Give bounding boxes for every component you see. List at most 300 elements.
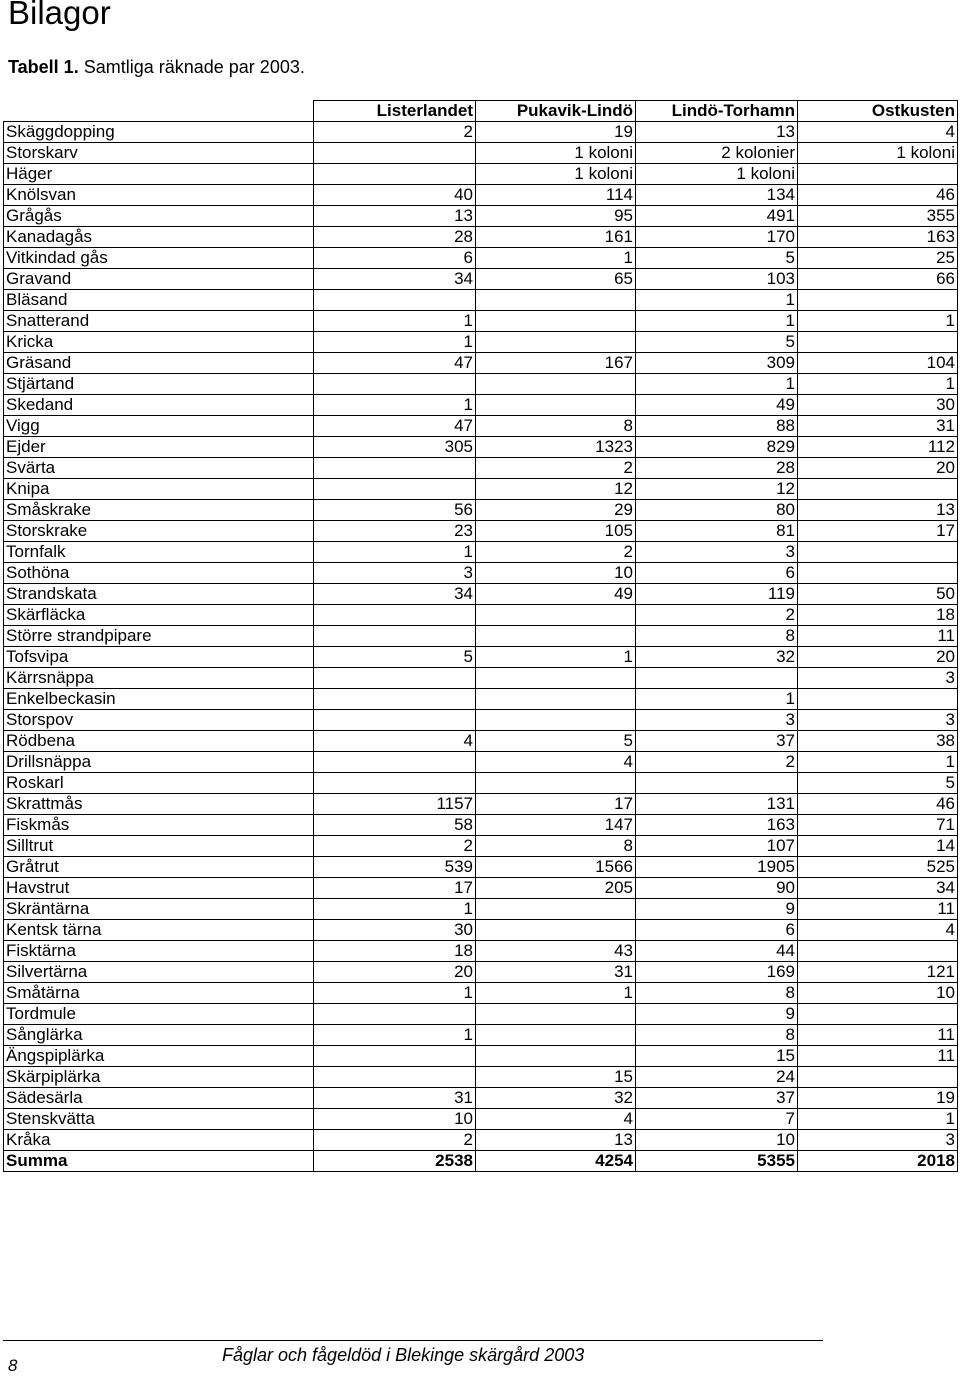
count-cell: 15 — [636, 1046, 798, 1067]
count-cell: 50 — [798, 584, 958, 605]
table-header-row — [4, 101, 958, 122]
count-cell: 107 — [636, 836, 798, 857]
table-row — [4, 710, 958, 731]
count-cell: 1 — [636, 311, 798, 332]
count-cell: 2 kolonier — [636, 143, 798, 164]
species-cell: Sothöna — [4, 563, 314, 584]
count-cell: 58 — [314, 815, 476, 836]
table-row — [4, 626, 958, 647]
species-cell: Svärta — [4, 458, 314, 479]
count-cell: 6 — [314, 248, 476, 269]
count-cell: 1 — [314, 542, 476, 563]
page-heading: Bilagor — [8, 0, 111, 31]
count-cell: 1157 — [314, 794, 476, 815]
species-cell: Rödbena — [4, 731, 314, 752]
count-cell: 6 — [636, 920, 798, 941]
count-cell: 9 — [636, 1004, 798, 1025]
count-cell: 114 — [476, 185, 636, 206]
count-cell: 2 — [314, 1130, 476, 1151]
table-row — [4, 983, 958, 1004]
count-cell: 2 — [314, 122, 476, 143]
count-cell — [314, 479, 476, 500]
species-cell: Skrattmås — [4, 794, 314, 815]
count-cell: 8 — [476, 416, 636, 437]
table-row — [4, 962, 958, 983]
count-cell — [476, 773, 636, 794]
count-cell: 8 — [476, 836, 636, 857]
species-cell: Snatterand — [4, 311, 314, 332]
table-row — [4, 353, 958, 374]
table-row — [4, 521, 958, 542]
table-row — [4, 584, 958, 605]
count-cell: 205 — [476, 878, 636, 899]
species-cell: Drillsnäppa — [4, 752, 314, 773]
count-cell: 3 — [798, 1130, 958, 1151]
species-cell: Havstrut — [4, 878, 314, 899]
table-row — [4, 479, 958, 500]
count-cell — [476, 1025, 636, 1046]
species-cell: Ängspiplärka — [4, 1046, 314, 1067]
count-cell: 12 — [476, 479, 636, 500]
species-cell: Fisktärna — [4, 941, 314, 962]
table-row — [4, 500, 958, 521]
count-cell — [636, 668, 798, 689]
count-cell: 1 koloni — [798, 143, 958, 164]
count-cell: 1 koloni — [636, 164, 798, 185]
count-cell — [476, 1004, 636, 1025]
count-cell: 1 — [798, 374, 958, 395]
count-cell: 4 — [476, 1109, 636, 1130]
count-cell: 1 — [476, 983, 636, 1004]
count-cell: 88 — [636, 416, 798, 437]
count-cell: 309 — [636, 353, 798, 374]
count-cell: 169 — [636, 962, 798, 983]
species-cell: Fiskmås — [4, 815, 314, 836]
count-cell: 28 — [314, 227, 476, 248]
count-cell — [476, 920, 636, 941]
count-cell: 1 — [636, 290, 798, 311]
count-cell — [798, 164, 958, 185]
species-cell: Skärfläcka — [4, 605, 314, 626]
header-col: Pukavik-Lindö — [476, 101, 636, 122]
table-row — [4, 185, 958, 206]
count-cell: 161 — [476, 227, 636, 248]
count-cell: 40 — [314, 185, 476, 206]
species-cell: Ejder — [4, 437, 314, 458]
count-cell: 147 — [476, 815, 636, 836]
species-cell: Skärpiplärka — [4, 1067, 314, 1088]
table-row — [4, 773, 958, 794]
count-cell: 2 — [636, 752, 798, 773]
species-cell: Gräsand — [4, 353, 314, 374]
count-cell — [314, 1046, 476, 1067]
count-cell: 1323 — [476, 437, 636, 458]
count-cell: 32 — [636, 647, 798, 668]
table-row — [4, 248, 958, 269]
caption-label: Tabell 1. — [8, 57, 79, 77]
table-row — [4, 269, 958, 290]
table-row — [4, 815, 958, 836]
species-cell: Kråka — [4, 1130, 314, 1151]
count-cell: 1 — [314, 311, 476, 332]
species-cell: Skräntärna — [4, 899, 314, 920]
species-cell: Silltrut — [4, 836, 314, 857]
count-cell — [798, 479, 958, 500]
count-cell: 4254 — [476, 1151, 636, 1172]
table-row — [4, 1109, 958, 1130]
count-cell: 4 — [798, 122, 958, 143]
count-cell: 38 — [798, 731, 958, 752]
table-row — [4, 164, 958, 185]
count-cell: 355 — [798, 206, 958, 227]
table-row — [4, 1130, 958, 1151]
count-cell: 121 — [798, 962, 958, 983]
count-cell: 20 — [798, 458, 958, 479]
count-cell: 34 — [798, 878, 958, 899]
count-cell: 170 — [636, 227, 798, 248]
count-cell: 1 — [636, 374, 798, 395]
count-cell — [476, 626, 636, 647]
count-cell: 71 — [798, 815, 958, 836]
bird-count-table — [3, 100, 958, 1172]
count-cell — [314, 668, 476, 689]
table-row — [4, 647, 958, 668]
count-cell: 31 — [314, 1088, 476, 1109]
table-row — [4, 920, 958, 941]
count-cell: 90 — [636, 878, 798, 899]
count-cell: 46 — [798, 794, 958, 815]
table-row — [4, 458, 958, 479]
count-cell: 31 — [798, 416, 958, 437]
species-cell: Tofsvipa — [4, 647, 314, 668]
table-caption — [8, 57, 305, 78]
total-row — [4, 1151, 958, 1172]
count-cell: 14 — [798, 836, 958, 857]
species-cell: Kentsk tärna — [4, 920, 314, 941]
count-cell: 167 — [476, 353, 636, 374]
species-cell: Knipa — [4, 479, 314, 500]
count-cell: 11 — [798, 1046, 958, 1067]
count-cell — [476, 290, 636, 311]
table-row — [4, 311, 958, 332]
species-cell: Stjärtand — [4, 374, 314, 395]
table-row — [4, 437, 958, 458]
table-row — [4, 836, 958, 857]
count-cell: 491 — [636, 206, 798, 227]
count-cell: 1 — [314, 1025, 476, 1046]
count-cell — [314, 458, 476, 479]
count-cell — [314, 689, 476, 710]
count-cell: 1 koloni — [476, 164, 636, 185]
count-cell — [476, 605, 636, 626]
table-row — [4, 206, 958, 227]
count-cell — [314, 143, 476, 164]
count-cell: 2 — [476, 458, 636, 479]
count-cell: 2 — [476, 542, 636, 563]
count-cell: 32 — [476, 1088, 636, 1109]
count-cell: 31 — [476, 962, 636, 983]
count-cell: 5 — [314, 647, 476, 668]
table-row — [4, 395, 958, 416]
count-cell: 13 — [798, 500, 958, 521]
table-row — [4, 857, 958, 878]
count-cell — [314, 710, 476, 731]
species-cell: Summa — [4, 1151, 314, 1172]
count-cell: 1 — [476, 647, 636, 668]
count-cell: 3 — [636, 542, 798, 563]
count-cell — [314, 374, 476, 395]
count-cell: 1 — [314, 332, 476, 353]
table-row — [4, 1088, 958, 1109]
count-cell: 539 — [314, 857, 476, 878]
count-cell: 3 — [314, 563, 476, 584]
count-cell: 65 — [476, 269, 636, 290]
species-cell: Större strandpipare — [4, 626, 314, 647]
count-cell: 34 — [314, 584, 476, 605]
count-cell: 4 — [798, 920, 958, 941]
header-col: Lindö-Torhamn — [636, 101, 798, 122]
count-cell — [476, 668, 636, 689]
count-cell: 19 — [798, 1088, 958, 1109]
count-cell — [476, 311, 636, 332]
count-cell — [314, 752, 476, 773]
count-cell: 131 — [636, 794, 798, 815]
count-cell: 8 — [636, 983, 798, 1004]
count-cell: 20 — [314, 962, 476, 983]
count-cell: 11 — [798, 899, 958, 920]
table-row — [4, 605, 958, 626]
count-cell: 1 — [798, 752, 958, 773]
table-row — [4, 752, 958, 773]
count-cell: 5 — [636, 332, 798, 353]
count-cell: 119 — [636, 584, 798, 605]
count-cell: 3 — [636, 710, 798, 731]
count-cell — [798, 542, 958, 563]
table-row — [4, 1067, 958, 1088]
species-cell: Häger — [4, 164, 314, 185]
count-cell: 43 — [476, 941, 636, 962]
count-cell: 37 — [636, 1088, 798, 1109]
count-cell: 105 — [476, 521, 636, 542]
header-col: Ostkusten — [798, 101, 958, 122]
species-cell: Tornfalk — [4, 542, 314, 563]
species-cell: Småskrake — [4, 500, 314, 521]
table-row — [4, 143, 958, 164]
species-cell: Kärrsnäppa — [4, 668, 314, 689]
count-cell: 11 — [798, 626, 958, 647]
species-cell: Kricka — [4, 332, 314, 353]
species-cell: Knölsvan — [4, 185, 314, 206]
table-row — [4, 332, 958, 353]
table-row — [4, 416, 958, 437]
count-cell: 18 — [314, 941, 476, 962]
species-cell: Enkelbeckasin — [4, 689, 314, 710]
count-cell: 1 — [798, 1109, 958, 1130]
table-row — [4, 122, 958, 143]
species-cell: Storskrake — [4, 521, 314, 542]
count-cell — [636, 773, 798, 794]
table-row — [4, 941, 958, 962]
count-cell: 5 — [636, 248, 798, 269]
count-cell: 10 — [798, 983, 958, 1004]
count-cell — [314, 1004, 476, 1025]
count-cell: 11 — [798, 1025, 958, 1046]
count-cell — [314, 290, 476, 311]
count-cell: 112 — [798, 437, 958, 458]
count-cell: 47 — [314, 353, 476, 374]
count-cell: 47 — [314, 416, 476, 437]
count-cell: 10 — [636, 1130, 798, 1151]
table-row — [4, 1046, 958, 1067]
count-cell: 2 — [314, 836, 476, 857]
count-cell: 163 — [636, 815, 798, 836]
count-cell: 10 — [314, 1109, 476, 1130]
count-cell — [314, 1067, 476, 1088]
species-cell: Småtärna — [4, 983, 314, 1004]
header-species — [4, 101, 314, 122]
count-cell: 1 — [636, 689, 798, 710]
count-cell — [314, 164, 476, 185]
count-cell: 24 — [636, 1067, 798, 1088]
count-cell: 163 — [798, 227, 958, 248]
species-cell: Vigg — [4, 416, 314, 437]
table-row — [4, 794, 958, 815]
count-cell — [476, 332, 636, 353]
count-cell: 103 — [636, 269, 798, 290]
species-cell: Kanadagås — [4, 227, 314, 248]
species-cell: Vitkindad gås — [4, 248, 314, 269]
species-cell: Strandskata — [4, 584, 314, 605]
species-cell: Silvertärna — [4, 962, 314, 983]
species-cell: Sädesärla — [4, 1088, 314, 1109]
count-cell — [798, 290, 958, 311]
count-cell: 1566 — [476, 857, 636, 878]
count-cell — [314, 605, 476, 626]
footer-divider — [3, 1340, 823, 1341]
count-cell — [314, 773, 476, 794]
count-cell: 37 — [636, 731, 798, 752]
species-cell: Bläsand — [4, 290, 314, 311]
count-cell: 13 — [476, 1130, 636, 1151]
count-cell: 17 — [476, 794, 636, 815]
table-row — [4, 290, 958, 311]
count-cell — [476, 899, 636, 920]
count-cell: 12 — [636, 479, 798, 500]
count-cell: 2 — [636, 605, 798, 626]
count-cell: 80 — [636, 500, 798, 521]
count-cell — [476, 395, 636, 416]
count-cell: 30 — [314, 920, 476, 941]
count-cell — [476, 710, 636, 731]
count-cell — [798, 332, 958, 353]
page-number: 8 — [8, 1356, 18, 1375]
count-cell: 20 — [798, 647, 958, 668]
table-row — [4, 878, 958, 899]
count-cell: 1 — [798, 311, 958, 332]
count-cell: 1 koloni — [476, 143, 636, 164]
count-cell: 44 — [636, 941, 798, 962]
count-cell: 81 — [636, 521, 798, 542]
count-cell: 66 — [798, 269, 958, 290]
count-cell: 7 — [636, 1109, 798, 1130]
count-cell: 5 — [476, 731, 636, 752]
count-cell: 25 — [798, 248, 958, 269]
count-cell — [476, 374, 636, 395]
caption-text: Samtliga räknade par 2003. — [78, 57, 305, 77]
table-row — [4, 542, 958, 563]
count-cell: 9 — [636, 899, 798, 920]
table-row — [4, 899, 958, 920]
count-cell: 1 — [314, 395, 476, 416]
count-cell: 6 — [636, 563, 798, 584]
count-cell: 13 — [314, 206, 476, 227]
count-cell: 3 — [798, 710, 958, 731]
count-cell: 2538 — [314, 1151, 476, 1172]
count-cell: 13 — [636, 122, 798, 143]
count-cell: 17 — [314, 878, 476, 899]
species-cell: Gråtrut — [4, 857, 314, 878]
count-cell: 1 — [476, 248, 636, 269]
species-cell: Storskarv — [4, 143, 314, 164]
count-cell: 95 — [476, 206, 636, 227]
table-row — [4, 668, 958, 689]
count-cell — [798, 689, 958, 710]
count-cell: 8 — [636, 1025, 798, 1046]
species-cell: Sånglärka — [4, 1025, 314, 1046]
count-cell: 18 — [798, 605, 958, 626]
count-cell: 829 — [636, 437, 798, 458]
table-row — [4, 374, 958, 395]
count-cell: 10 — [476, 563, 636, 584]
count-cell: 104 — [798, 353, 958, 374]
species-cell: Tordmule — [4, 1004, 314, 1025]
table-row — [4, 1025, 958, 1046]
count-cell: 5355 — [636, 1151, 798, 1172]
footer-title: Fåglar och fågeldöd i Blekinge skärgård 2003 — [222, 1345, 585, 1365]
count-cell: 19 — [476, 122, 636, 143]
species-cell: Skedand — [4, 395, 314, 416]
species-cell: Skäggdopping — [4, 122, 314, 143]
table-row — [4, 1004, 958, 1025]
header-col: Listerlandet — [314, 101, 476, 122]
count-cell: 4 — [314, 731, 476, 752]
count-cell: 56 — [314, 500, 476, 521]
species-cell: Gravand — [4, 269, 314, 290]
count-cell: 4 — [476, 752, 636, 773]
count-cell: 28 — [636, 458, 798, 479]
count-cell: 1 — [314, 899, 476, 920]
count-cell: 34 — [314, 269, 476, 290]
count-cell: 2018 — [798, 1151, 958, 1172]
count-cell: 1905 — [636, 857, 798, 878]
count-cell: 30 — [798, 395, 958, 416]
count-cell: 525 — [798, 857, 958, 878]
count-cell: 5 — [798, 773, 958, 794]
species-cell: Roskarl — [4, 773, 314, 794]
count-cell: 15 — [476, 1067, 636, 1088]
count-cell: 1 — [314, 983, 476, 1004]
count-cell — [798, 941, 958, 962]
count-cell — [476, 689, 636, 710]
count-cell — [476, 1046, 636, 1067]
count-cell — [798, 1004, 958, 1025]
count-cell: 3 — [798, 668, 958, 689]
species-cell: Stenskvätta — [4, 1109, 314, 1130]
species-cell: Storspov — [4, 710, 314, 731]
table-row — [4, 563, 958, 584]
table-row — [4, 731, 958, 752]
count-cell — [798, 563, 958, 584]
